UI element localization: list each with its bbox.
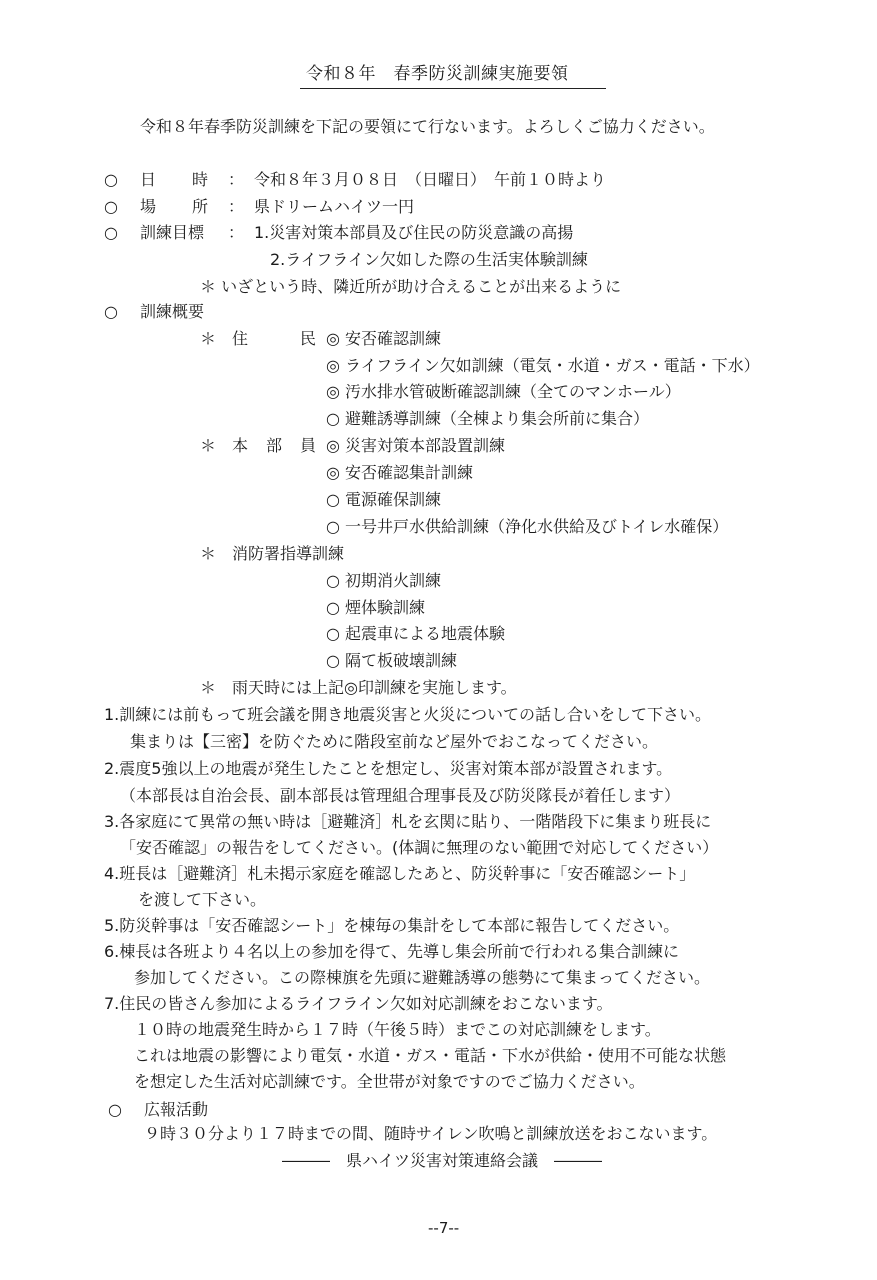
staff-item: ◎ 災害対策本部設置訓練 xyxy=(326,436,506,455)
datetime-label-b: 時 xyxy=(192,170,209,189)
fire-label: 消防署指導訓練 xyxy=(232,544,345,563)
intro-text: 令和８年春季防災訓練を下記の要領にて行ないます。よろしくご協力ください。 xyxy=(140,117,715,136)
staff-star: ＊ xyxy=(200,436,217,455)
fire-item: ○ 初期消火訓練 xyxy=(326,571,442,590)
place-bullet: ○ xyxy=(104,197,118,216)
note-line: 「安否確認」の報告をしてください。(体調に無理のない範囲で対応してください） xyxy=(120,838,719,857)
residents-star: ＊ xyxy=(200,329,217,348)
goal-item: 2.ライフライン欠如した際の生活実体験訓練 xyxy=(270,250,588,269)
residents-label-a: 住 xyxy=(232,329,249,348)
fire-star: ＊ xyxy=(200,544,217,563)
place-label-a: 場 xyxy=(140,197,157,216)
datetime-label-a: 日 xyxy=(140,170,157,189)
datetime-value: 令和８年３月０８日 （日曜日） 午前１０時より xyxy=(254,170,607,189)
goals-bullet: ○ xyxy=(104,223,118,242)
staff-item: ◎ 安否確認集計訓練 xyxy=(326,463,474,482)
signature: ――― 県ハイツ災害対策連絡会議 ――― xyxy=(282,1151,603,1170)
note-line: （本部長は自治会長、副本部長は管理組合理事長及び防災隊長が着任します） xyxy=(120,786,681,805)
place-value: 県ドリームハイツ一円 xyxy=(254,197,415,216)
note-line: １０時の地震発生時から１７時（午後５時）までこの対応訓練をします。 xyxy=(134,1020,661,1039)
note-line: 集まりは【三密】を防ぐために階段室前など屋外でおこなってください。 xyxy=(130,732,659,751)
note-line: 参加してください。この際棟旗を先頭に避難誘導の態勢にて集まってください。 xyxy=(134,968,711,987)
rain-note: ＊ 雨天時には上記◎印訓練を実施します。 xyxy=(200,678,517,697)
residents-item: ◎ ライフライン欠如訓練（電気・水道・ガス・電話・下水） xyxy=(326,356,760,375)
fire-item: ○ 煙体験訓練 xyxy=(326,598,426,617)
staff-label-c: 員 xyxy=(300,436,317,455)
note-line: 6.棟長は各班より４名以上の参加を得て、先導し集会所前で行われる集合訓練に xyxy=(104,942,679,961)
note-line: 5.防災幹事は「安否確認シート」を棟毎の集計をして本部に報告してください。 xyxy=(104,916,680,935)
place-sep: ： xyxy=(228,197,245,216)
note-line: これは地震の影響により電気・水道・ガス・電話・下水が供給・使用不可能な状態 xyxy=(134,1046,727,1065)
note-line: 3.各家庭にて異常の無い時は［避難済］札を玄関に貼り、一階階段下に集まり班長に xyxy=(104,812,712,831)
residents-item: ○ 避難誘導訓練（全棟より集会所前に集合） xyxy=(326,409,650,428)
staff-item: ○ 一号井戸水供給訓練（浄化水供給及びトイレ水確保） xyxy=(326,517,729,536)
residents-label-b: 民 xyxy=(300,329,317,348)
fire-item: ○ 起震車による地震体験 xyxy=(326,624,506,643)
goals-label: 訓練目標 xyxy=(140,223,205,242)
note-line: を想定した生活対応訓練です。全世帯が対象ですのでご協力ください。 xyxy=(134,1072,645,1091)
goals-sep: ： xyxy=(228,223,245,242)
datetime-bullet: ○ xyxy=(104,170,118,189)
pr-text: ９時３０分より１７時までの間、随時サイレン吹鳴と訓練放送をおこないます。 xyxy=(144,1124,718,1143)
fire-item: ○ 隔て板破壊訓練 xyxy=(326,651,458,670)
staff-label-b: 部 xyxy=(266,436,283,455)
outline-bullet: ○ xyxy=(104,302,118,321)
pr-label: 広報活動 xyxy=(144,1100,209,1119)
goal-item: 1.災害対策本部員及び住民の防災意識の高揚 xyxy=(254,223,574,242)
pr-bullet: ○ xyxy=(108,1100,122,1119)
outline-label: 訓練概要 xyxy=(140,302,205,321)
residents-item: ◎ 安否確認訓練 xyxy=(326,329,442,348)
note-line: 4.班長は［避難済］札未掲示家庭を確認したあと、防災幹事に「安否確認シート」 xyxy=(104,864,696,883)
note-line: 2.震度5強以上の地震が発生したことを想定し、災害対策本部が設置されます。 xyxy=(104,759,673,778)
note-line: 1.訓練には前もって班会議を開き地震災害と火災についての話し合いをして下さい。 xyxy=(104,705,711,724)
page-number: --7-- xyxy=(428,1219,460,1237)
place-label-b: 所 xyxy=(192,197,209,216)
note-line: 7.住民の皆さん参加によるライフライン欠如対応訓練をおこないます。 xyxy=(104,994,613,1013)
staff-item: ○ 電源確保訓練 xyxy=(326,490,442,509)
residents-item: ◎ 汚水排水管破断確認訓練（全てのマンホール） xyxy=(326,382,681,401)
title-underline xyxy=(300,88,606,89)
note-line: を渡して下さい。 xyxy=(138,890,267,909)
datetime-sep: ： xyxy=(228,170,245,189)
staff-label-a: 本 xyxy=(232,436,249,455)
page-title: 令和８年 春季防災訓練実施要領 xyxy=(306,64,569,84)
goal-note: ＊ いざという時、隣近所が助け合えることが出来るように xyxy=(200,277,622,296)
